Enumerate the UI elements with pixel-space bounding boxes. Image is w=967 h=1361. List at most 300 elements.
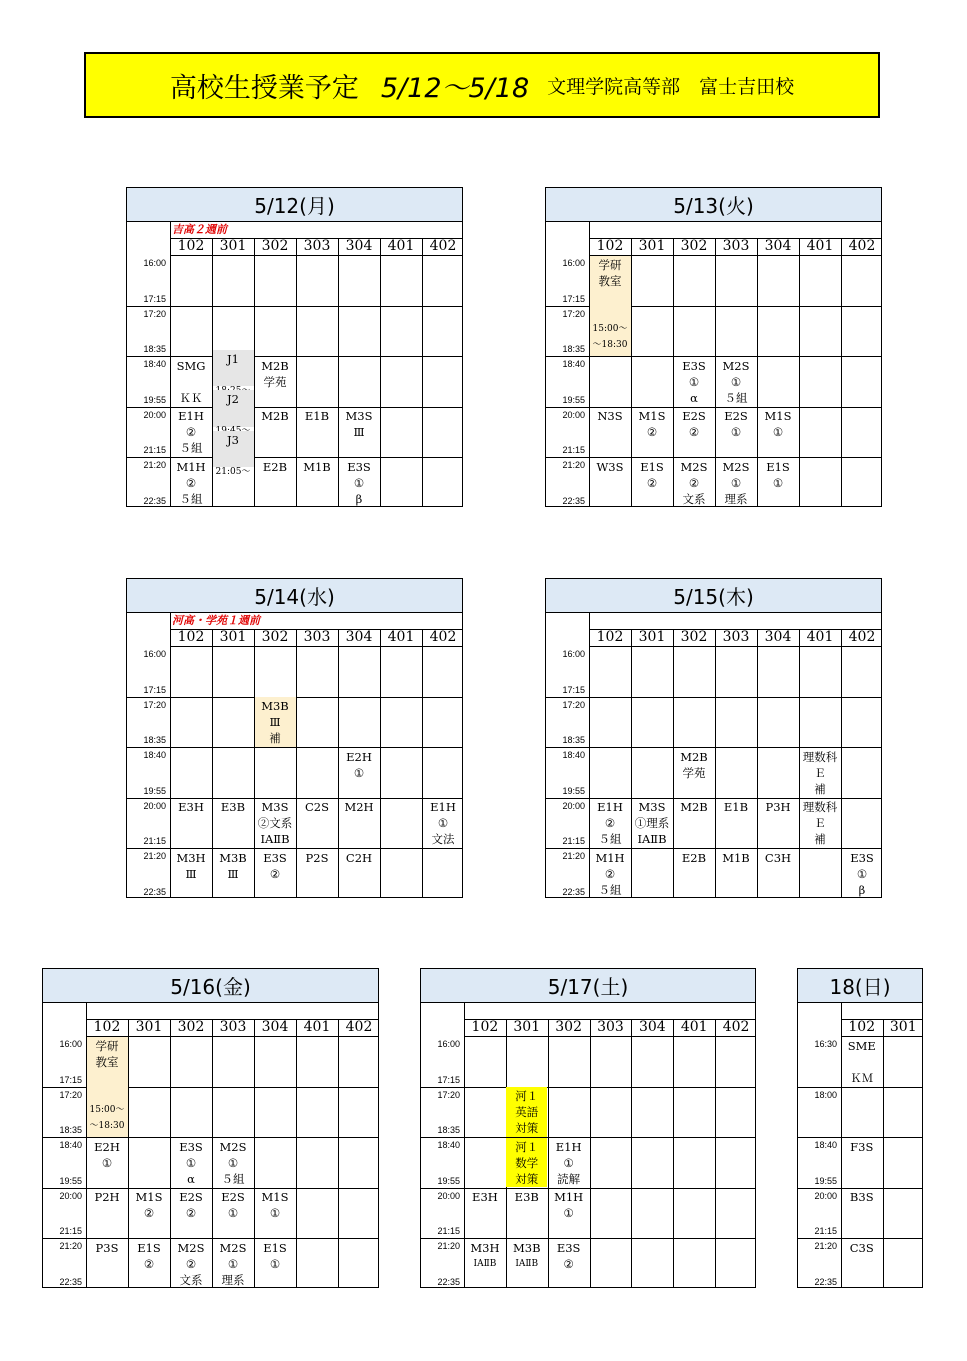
cell-line: M2B [680, 800, 708, 815]
class-cell [213, 350, 254, 386]
grid-line [546, 697, 881, 698]
room-header: 304 [764, 238, 792, 254]
grid-line [798, 1087, 922, 1088]
cell-line: E2H [94, 1139, 120, 1154]
cell-line: 河１ [515, 1139, 539, 1154]
class-cell [590, 458, 631, 508]
cell-line [842, 1054, 883, 1070]
time-start: 18:40 [143, 359, 166, 370]
class-cell [590, 407, 631, 457]
class-cell [716, 458, 757, 508]
cell-line: C3S [849, 1240, 874, 1255]
class-cell [339, 849, 380, 899]
room-header: 304 [345, 629, 373, 645]
class-cell [171, 458, 212, 508]
class-cell [674, 458, 715, 508]
room-header: 303 [303, 238, 331, 254]
day-title: 5/17(土) [421, 969, 755, 1003]
cell-line: E2B [262, 459, 288, 474]
time-start: 20:00 [562, 800, 585, 811]
cell-line [87, 1070, 128, 1086]
cell-line: ① [353, 475, 365, 490]
cell-line: ① [563, 1206, 574, 1221]
time-end: 21:15 [562, 836, 585, 847]
room-header: 301 [638, 238, 666, 254]
room-header: 102 [848, 1019, 876, 1035]
grid-line [338, 1019, 339, 1287]
cell-line: 理数科 [802, 800, 838, 815]
cell-line: M2S [219, 1240, 247, 1255]
cell-line: M3S [261, 800, 289, 815]
time-end: 21:15 [143, 445, 166, 456]
cell-line: ② [143, 1206, 155, 1221]
room-header: 304 [638, 1019, 666, 1035]
time-start: 21:20 [437, 1241, 460, 1252]
room-header: 303 [722, 238, 750, 254]
cell-line: M1H [554, 1190, 584, 1205]
school-name: 文理学院高等部 富士吉田校 [547, 75, 795, 98]
cell-line: ② [185, 1256, 197, 1271]
time-end: 17:15 [437, 1074, 460, 1085]
grid-line [380, 238, 381, 506]
cell-line: 文系 [179, 1272, 203, 1287]
cell-line: E3S [179, 1139, 203, 1154]
time-start: 16:30 [814, 1039, 837, 1049]
cell-line: ① [856, 866, 868, 881]
cell-line: ５組 [179, 441, 203, 456]
cell-line: 対策 [515, 1171, 539, 1186]
room-header: 102 [596, 629, 624, 645]
grid-line [422, 238, 423, 506]
time-end: 18:35 [562, 344, 585, 355]
cell-line: E1H [430, 800, 456, 815]
time-end: 17:15 [562, 684, 585, 695]
grid-line [590, 1019, 591, 1287]
time-end: 21:15 [59, 1226, 82, 1237]
cell-line: E1H [555, 1139, 582, 1154]
day-table-mon [126, 187, 463, 507]
room-header: 303 [303, 629, 331, 645]
cell-line: ② [185, 1206, 197, 1221]
class-cell [800, 798, 841, 848]
room-header: 302 [177, 1019, 205, 1035]
cell-line: ② [185, 425, 197, 440]
room-header: 302 [680, 629, 708, 645]
cell-line: ① [730, 374, 742, 389]
time-start: 16:00 [562, 649, 585, 659]
room-header: 302 [680, 238, 708, 254]
time-end: 22:35 [143, 887, 166, 897]
cell-line: ① [563, 1155, 574, 1170]
class-cell [213, 431, 254, 477]
room-header: 301 [219, 238, 247, 254]
cell-line: E3B [220, 800, 246, 815]
cell-line [171, 374, 212, 390]
class-cell [632, 458, 673, 508]
class-cell [758, 458, 799, 508]
cell-line: SMG [176, 358, 206, 373]
room-header: 301 [513, 1019, 541, 1035]
room-header: 302 [555, 1019, 582, 1035]
time-end: 17:15 [562, 293, 585, 304]
cell-line: M2H [344, 800, 374, 815]
cell-line: ① [269, 1256, 281, 1271]
cell-line: 文系 [682, 491, 706, 506]
time-end: 17:15 [59, 1074, 82, 1085]
time-start: 21:20 [59, 1241, 82, 1252]
cell-line: E1B [723, 800, 749, 815]
cell-line: E2S [221, 1190, 245, 1205]
room-header: 304 [261, 1019, 289, 1035]
room-header: 301 [135, 1019, 163, 1035]
cell-line: J2 [227, 392, 239, 407]
time-start: 16:00 [143, 258, 166, 268]
time-end: 18:35 [562, 735, 585, 746]
cell-line: ② [604, 866, 616, 881]
cell-line: ＫＫ [179, 390, 203, 405]
room-header: 301 [638, 629, 666, 645]
class-cell [129, 1188, 170, 1238]
cell-line: ① [269, 1206, 281, 1221]
day-title: 5/12(月) [127, 188, 462, 222]
cell-line: E3S [850, 850, 874, 865]
room-header: 303 [219, 1019, 247, 1035]
time-end: 22:35 [562, 887, 585, 897]
class-cell [129, 1239, 170, 1289]
cell-line: C2S [305, 800, 329, 815]
cell-line: M1S [261, 1190, 289, 1205]
cell-line: B3S [849, 1190, 874, 1205]
class-cell [171, 1188, 212, 1238]
cell-line: ⅠAⅡB [260, 832, 290, 847]
cell-line: M2S [722, 358, 750, 373]
cell-line: β [355, 491, 363, 506]
class-cell [758, 849, 799, 899]
class-cell [632, 407, 673, 457]
cell-line: E1S [263, 1240, 287, 1255]
cell-line: 学研 [95, 1038, 119, 1053]
cell-line: Ｅ [814, 765, 826, 780]
cell-line: Ⅲ [269, 715, 281, 730]
cell-line: E1S [137, 1240, 161, 1255]
class-cell [339, 407, 380, 457]
room-header: 401 [387, 238, 415, 254]
time-end: 19:55 [437, 1175, 460, 1186]
cell-line [213, 448, 254, 464]
time-end: 22:35 [562, 496, 585, 506]
cell-line [213, 367, 254, 383]
cell-line: 学苑 [263, 374, 287, 389]
grid-line [170, 255, 462, 256]
cell-line: M2B [680, 749, 708, 764]
cell-line: M1S [135, 1190, 163, 1205]
class-cell [423, 798, 464, 848]
time-start: 21:20 [562, 851, 585, 862]
time-start: 16:00 [143, 649, 166, 659]
cell-line: 21:05〜 [215, 466, 251, 477]
cell-line: 対策 [515, 1121, 539, 1136]
time-end: 19:55 [814, 1175, 837, 1186]
time-start: 20:00 [143, 800, 166, 811]
cell-line: ② [646, 425, 658, 440]
grid-line [380, 629, 381, 897]
cell-line: P3S [95, 1240, 119, 1255]
class-cell [255, 849, 296, 899]
grid-line [715, 1019, 716, 1287]
cell-line: E3S [263, 850, 287, 865]
time-start: 20:00 [143, 409, 166, 420]
time-start: 20:00 [437, 1190, 460, 1201]
time-start: 16:00 [59, 1039, 82, 1049]
class-cell [590, 849, 631, 899]
cell-line: ① [101, 1155, 113, 1170]
time-start: 18:40 [59, 1140, 82, 1151]
day-table-sun [797, 968, 923, 1288]
class-cell [674, 357, 715, 407]
cell-line: M1B [722, 850, 750, 865]
cell-line: 河１ [515, 1089, 539, 1104]
class-cell [213, 1188, 254, 1238]
day-title: 5/15(木) [546, 579, 881, 613]
cell-line: 教室 [598, 273, 622, 288]
cell-line: ① [437, 816, 449, 831]
class-cell [548, 1188, 589, 1238]
cell-line: E2S [682, 409, 706, 424]
room-header: 304 [764, 629, 792, 645]
cell-line: E1H [178, 409, 204, 424]
cell-line: E3S [556, 1240, 581, 1255]
cell-line: SME [847, 1038, 876, 1053]
time-start: 18:00 [814, 1089, 837, 1100]
cell-line: 教室 [95, 1054, 119, 1069]
class-cell [758, 407, 799, 457]
time-end: 21:15 [814, 1226, 837, 1237]
cell-line: M2S [177, 1240, 205, 1255]
cell-line: M2S [219, 1139, 247, 1154]
cell-line: M2B [261, 358, 289, 373]
class-cell [674, 748, 715, 798]
class-cell [800, 748, 841, 798]
time-start: 17:20 [59, 1089, 82, 1100]
grid-line [589, 255, 881, 256]
time-end: 18:35 [437, 1125, 460, 1136]
cell-line: ② [604, 816, 616, 831]
cell-line: ① [353, 765, 365, 780]
cell-line: 〜18:30 [89, 1120, 125, 1131]
time-start: 18:40 [562, 359, 585, 370]
cell-line: E3H [472, 1190, 498, 1205]
time-start: 21:20 [562, 460, 585, 471]
cell-line: E3S [682, 358, 706, 373]
day-table-wed [126, 578, 463, 898]
class-cell [465, 1188, 506, 1238]
class-cell [842, 1188, 883, 1238]
room-header: 102 [177, 629, 205, 645]
cell-line [590, 305, 631, 321]
cell-line: J1 [227, 351, 239, 366]
time-start: 20:00 [59, 1190, 82, 1201]
time-start: 18:40 [562, 750, 585, 761]
cell-line: P3H [765, 800, 791, 815]
cell-line: ② [185, 475, 197, 490]
room-header: 401 [680, 1019, 708, 1035]
class-cell [171, 357, 212, 407]
cell-line: ５組 [179, 491, 203, 506]
time-end: 19:55 [59, 1175, 82, 1186]
grid-line [86, 1036, 378, 1037]
class-cell [213, 798, 254, 848]
cell-line: E2H [346, 749, 372, 764]
cell-line: M1H [595, 850, 625, 865]
room-header: 102 [596, 238, 624, 254]
cell-line: C2H [345, 850, 373, 865]
room-header: 401 [303, 1019, 331, 1035]
cell-line: E3B [514, 1190, 539, 1205]
class-cell [506, 1239, 547, 1289]
class-cell [213, 1138, 254, 1188]
time-end: 22:35 [143, 496, 166, 506]
cell-line: E1S [640, 459, 664, 474]
cell-line: 読解 [557, 1171, 581, 1186]
cell-line: E3S [347, 459, 371, 474]
class-cell [171, 798, 212, 848]
grid-line [799, 238, 800, 506]
time-end: 17:15 [143, 293, 166, 304]
cell-line: 理数科 [802, 749, 838, 764]
class-cell [297, 849, 338, 899]
grid-line [631, 629, 632, 897]
day-title: 5/13(火) [546, 188, 881, 222]
room-header: 402 [429, 238, 457, 254]
class-cell [87, 1037, 128, 1137]
day-table-sat [420, 968, 756, 1288]
time-start: 17:20 [562, 699, 585, 710]
class-cell [674, 407, 715, 457]
cell-line: E3H [178, 800, 204, 815]
class-cell [255, 697, 296, 747]
cell-line: β [858, 882, 866, 897]
class-cell [297, 798, 338, 848]
grid-line [127, 306, 462, 307]
cell-line: α [690, 390, 698, 405]
time-end: 22:35 [814, 1277, 837, 1287]
class-cell [87, 1239, 128, 1289]
cell-line [213, 407, 254, 423]
cell-line: Ⅲ [227, 866, 239, 881]
room-header: 302 [261, 238, 289, 254]
cell-line: ② [143, 1256, 155, 1271]
cell-line: ５組 [724, 390, 748, 405]
cell-line: M3H [470, 1240, 500, 1255]
class-cell [632, 798, 673, 848]
time-start: 17:20 [143, 699, 166, 710]
class-cell [297, 458, 338, 508]
grid-line [464, 1036, 755, 1037]
class-cell [716, 357, 757, 407]
room-header: 402 [429, 629, 457, 645]
title-banner [84, 52, 880, 118]
class-cell [255, 1188, 296, 1238]
grid-line [883, 1019, 884, 1287]
time-end: 19:55 [143, 785, 166, 796]
time-end: 17:15 [143, 684, 166, 695]
cell-line: N3S [597, 409, 623, 424]
time-start: 20:00 [814, 1190, 837, 1201]
time-end: 18:35 [143, 735, 166, 746]
cell-line: E2B [681, 850, 707, 865]
time-start: 18:40 [437, 1140, 460, 1151]
cell-line: ②文系 [257, 816, 293, 831]
class-cell [842, 1037, 883, 1087]
class-cell [590, 798, 631, 848]
class-cell [171, 1138, 212, 1188]
room-header: 102 [471, 1019, 499, 1035]
cell-line: M3S [345, 409, 373, 424]
class-cell [506, 1188, 547, 1238]
cell-line: M2B [261, 409, 289, 424]
time-end: 19:55 [562, 394, 585, 405]
cell-line: ①理系 [634, 816, 670, 831]
time-start: 16:00 [437, 1039, 460, 1049]
cell-line: 英語 [515, 1105, 539, 1120]
class-cell [87, 1138, 128, 1188]
room-header: 402 [345, 1019, 373, 1035]
grid-line [631, 1019, 632, 1287]
cell-line: E1S [766, 459, 790, 474]
class-cell [716, 849, 757, 899]
cell-line: ① [730, 475, 742, 490]
class-cell [548, 1239, 589, 1289]
week-note: 吉高２週前 [172, 223, 227, 236]
class-cell [213, 390, 254, 426]
cell-line: ① [227, 1206, 239, 1221]
cell-line: E2S [724, 409, 748, 424]
cell-line: 〜18:30 [592, 339, 628, 350]
class-cell [674, 798, 715, 848]
room-header: 303 [722, 629, 750, 645]
class-cell [87, 1188, 128, 1238]
grid-line [421, 1087, 755, 1088]
cell-line: 15:00〜 [89, 1104, 125, 1115]
cell-line: P2S [305, 850, 329, 865]
cell-line: ② [688, 425, 700, 440]
day-table-thu [545, 578, 882, 898]
day-table-fri [42, 968, 379, 1288]
time-start: 17:20 [562, 308, 585, 319]
class-cell [339, 748, 380, 798]
class-cell [506, 1138, 547, 1188]
cell-line: ② [646, 475, 658, 490]
cell-line: ＫＭ [850, 1070, 874, 1085]
day-title: 5/14(水) [127, 579, 462, 613]
cell-line: ① [730, 425, 742, 440]
cell-line: M2S [722, 459, 750, 474]
week-note: 河高・学苑１週前 [172, 614, 260, 627]
class-cell [716, 407, 757, 457]
cell-line: 補 [269, 731, 281, 746]
cell-line: M1S [764, 409, 792, 424]
cell-line: 理系 [724, 491, 748, 506]
cell-line: ② [269, 866, 281, 881]
room-header: 302 [261, 629, 289, 645]
time-start: 21:20 [814, 1241, 837, 1252]
time-start: 20:00 [562, 409, 585, 420]
class-cell [171, 1239, 212, 1289]
cell-line: 補 [814, 781, 826, 796]
cell-line: 文法 [431, 832, 455, 847]
room-header: 304 [345, 238, 373, 254]
class-cell [171, 407, 212, 457]
